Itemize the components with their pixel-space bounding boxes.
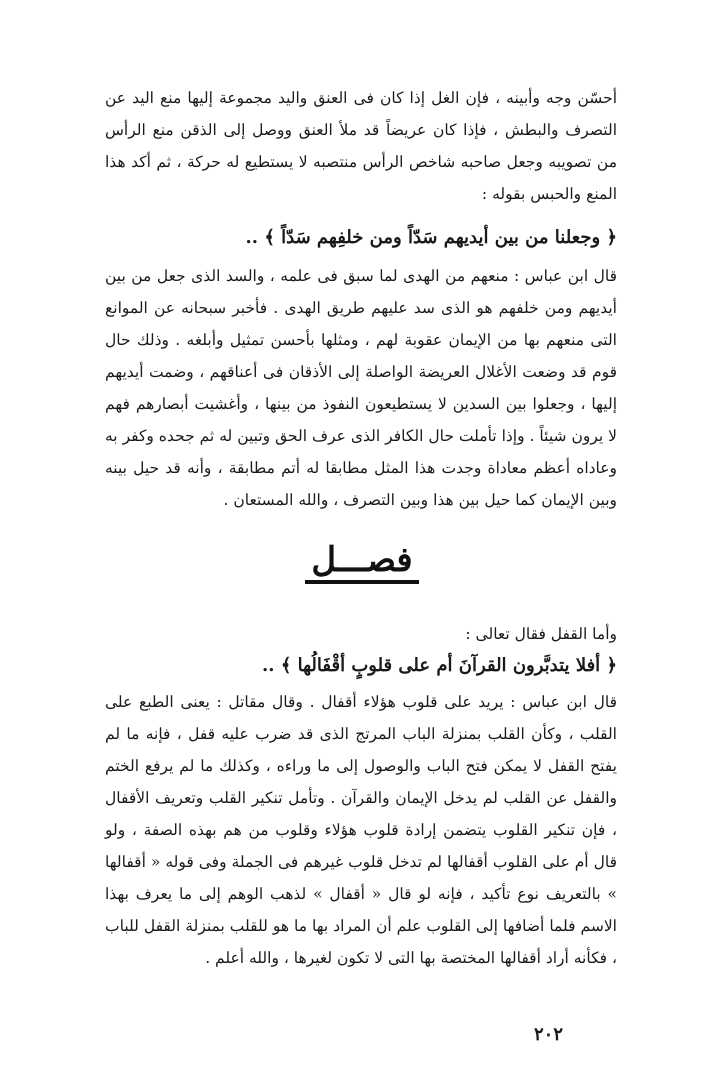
paragraph-lock-intro: وأما القفل فقال تعالى : xyxy=(465,625,617,643)
quran-verse-barrier: ﴿ وجعلنا من بين أيديهم سَدّاً ومن خلفِهم سَدّاً ﴾ .. xyxy=(245,227,617,248)
paragraph-chains: أحسّن وجه وأبينه ، فإن الغل إذا كان فى العنق واليد مجموعة إليها منع اليد عن التصرف والبطش ، فإذا كان عريضاً قد ملأ العنق ووصل إلى الذقن منع الرأس من تصويبه وجعل صاحبه شاخص الرأس منتصبه لا يستطيع له حركة ، ثم أكد هذا المنع والحبس بقوله : xyxy=(105,89,617,203)
section-heading xyxy=(0,540,724,584)
paragraph-ibn-abbas-barrier: قال ابن عباس : منعهم من الهدى لما سبق فى علمه ، والسد الذى جعل من بين أيديهم ومن خلفهم هو الذى سد عليهم طريق الهدى . فأخبر سبحانه عن الموانع التى منعهم بها من الإيمان عقوبة لهم ، ومثلها بأحسن تمثيل وأبلغه . وذلك حال قوم قد وضعت الأغلال العريضة الواصلة إلى الأذقان فى أعناقهم ، وضمت أيديهم إليها ، وجعلوا بين السدين لا يستطيعون النفوذ من بينها ، وأغشيت أبصارهم فهم لا يرون شيئاً . وإذا تأملت حال الكافر الذى عرف الحق وتبين له ثم جحده وكفر به وعاداه أعظم معاداة وجدت هذا المثل مطابقا له أتم مطابقة ، وأنه قد حيل بينه وبين الإيمان كما حيل بين هذا وبين التصرف ، والله المستعان . xyxy=(105,267,617,509)
paragraph-ibn-abbas-locks: قال ابن عباس : يريد على قلوب هؤلاء أقفال . وقال مقاتل : يعنى الطبع على القلب ، وكأن القلب بمنزلة الباب المرتج الذى قد ضرب عليه قفل ، فإنه ما لم يفتح القفل لا يمكن فتح الباب والوصول إلى ما وراءه ، وكذلك ما لم يرفع الختم والقفل عن القلب لم يدخل الإيمان والقرآن . وتأمل تنكير القلب وتعريف الأقفال ، فإن تنكير القلوب يتضمن إرادة قلوب هؤلاء وقلوب من هم بهذه الصفة ، ولو قال أم على القلوب أقفالها لم تدخل قلوب غيرهم فى الجملة وفى قوله « أقفالها » بالتعريف نوع تأكيد ، فإنه لو قال « أقفال » لذهب الوهم إلى ما يعرف بهذا الاسم فلما أضافها إلى القلوب علم أن المراد بها ما هو للقلب بمنزلة القفل للباب ، فكأنه أراد أقفالها المختصة بها التى لا تكون لغيرها ، والله أعلم . xyxy=(105,693,617,967)
page-number: ٢٠٢ xyxy=(534,1024,564,1045)
quran-verse-locks: ﴿ أفلا يتدبَّرون القرآنَ أم على قلوبٍ أقْفَالُها ﴾ .. xyxy=(262,655,617,676)
section-heading-text: فصـــل xyxy=(305,540,418,584)
